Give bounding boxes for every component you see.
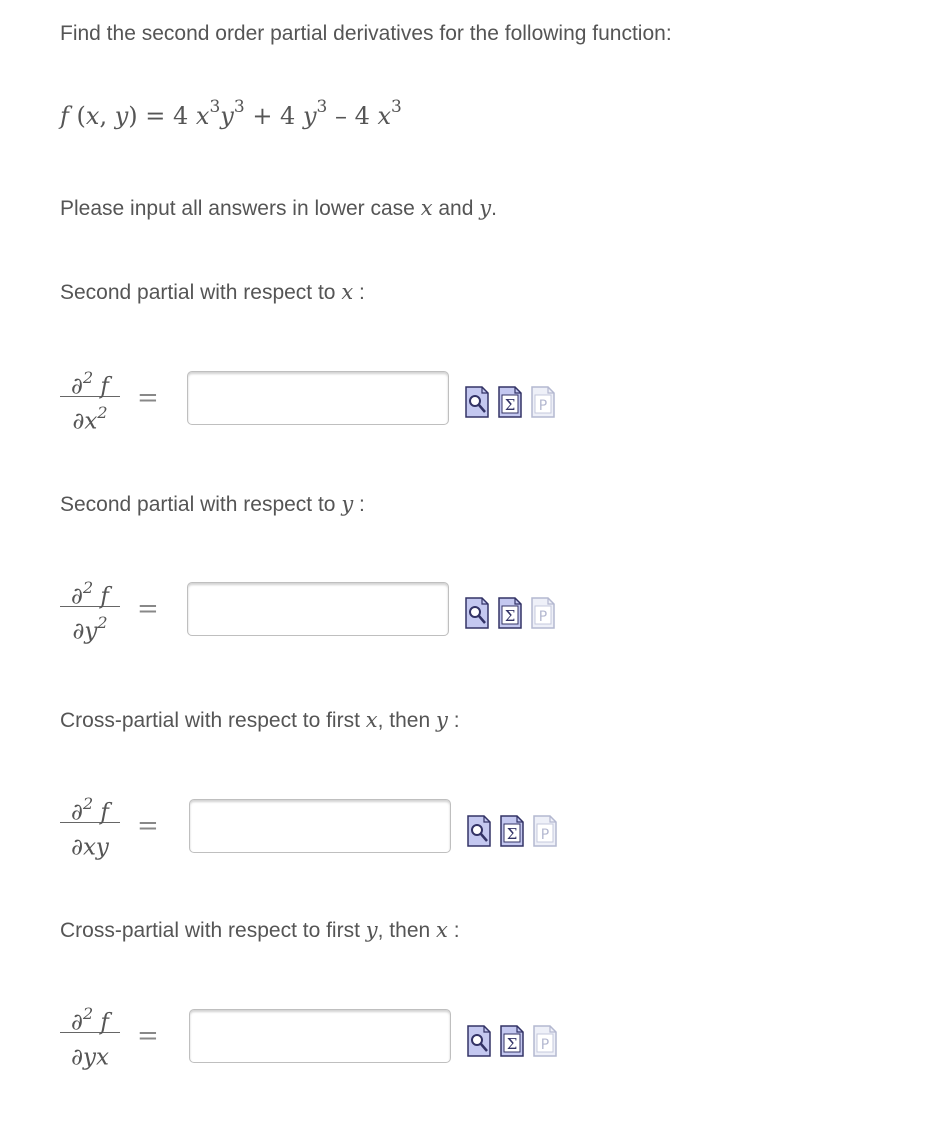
partial-symbol: ∂ — [71, 373, 83, 400]
x-symbol: x — [377, 102, 392, 130]
exponent: 2 — [97, 403, 108, 422]
question-label — [60, 280, 365, 305]
exponent: 3 — [391, 97, 402, 117]
preview-icon — [467, 1025, 491, 1057]
variable-symbol: x — [341, 280, 354, 304]
svg-text:P: P — [538, 609, 548, 625]
preview-button[interactable] — [465, 386, 489, 418]
variable-symbol: y — [365, 918, 378, 942]
exponent: 2 — [82, 1004, 94, 1023]
variable-symbol: x — [436, 918, 448, 942]
f-symbol: f — [93, 1009, 109, 1036]
parse-icon — [531, 386, 555, 418]
variable-symbol: x — [365, 708, 378, 732]
preview-button[interactable] — [467, 1025, 491, 1057]
label-text: , then — [377, 709, 436, 732]
parse-icon — [533, 815, 557, 847]
equation-editor-icon — [498, 597, 522, 629]
partial-symbol: ∂ — [71, 799, 83, 826]
preview-icon — [465, 597, 489, 629]
exponent: 3 — [209, 97, 221, 117]
fraction-denominator — [60, 823, 120, 861]
equation-editor-icon — [500, 1025, 524, 1057]
label-text: , then — [377, 919, 437, 942]
equals-sign: = — [137, 383, 159, 413]
x-symbol: x — [85, 102, 100, 130]
denominator-text: ∂x — [72, 408, 98, 435]
fraction-numerator — [60, 364, 120, 400]
partial-symbol: ∂ — [71, 583, 83, 610]
svg-text:Σ: Σ — [504, 607, 516, 625]
equation-editor-icon — [498, 386, 522, 418]
exponent: 3 — [233, 97, 245, 117]
svg-text:P: P — [540, 827, 550, 843]
parse-button[interactable] — [533, 1025, 557, 1057]
denominator-text: ∂xy — [71, 834, 109, 861]
fraction-denominator — [60, 397, 120, 435]
answer-tools — [465, 597, 561, 631]
problem-prompt: Find the second order partial derivatives for the following function: — [60, 22, 672, 45]
note-text: Please input all answers in lower case — [60, 197, 421, 220]
answer-tools — [467, 815, 563, 849]
equals-sign: = — [137, 102, 174, 130]
answer-input-dyx[interactable] — [189, 1009, 451, 1063]
preview-button[interactable] — [465, 597, 489, 629]
x-symbol: x — [420, 196, 433, 220]
derivative-fraction — [60, 364, 120, 435]
equation-editor-button[interactable] — [500, 815, 524, 847]
svg-text:Σ: Σ — [506, 1035, 518, 1053]
preview-icon — [467, 815, 491, 847]
exponent: 2 — [82, 368, 94, 387]
paren: ( — [68, 102, 86, 130]
equation-editor-button[interactable] — [498, 597, 522, 629]
f-symbol: f — [93, 373, 109, 400]
note-text: . — [491, 197, 497, 220]
parse-icon — [533, 1025, 557, 1057]
equals-sign: = — [137, 1021, 159, 1051]
question-label — [60, 918, 460, 943]
label-text: Second partial with respect to — [60, 281, 342, 304]
x-symbol: x — [195, 102, 210, 130]
exponent: 2 — [82, 794, 94, 813]
question-label — [60, 708, 460, 733]
denominator-text: ∂y — [72, 618, 98, 645]
label-text: : — [447, 919, 460, 942]
operator: – 4 — [327, 102, 378, 130]
y-symbol: y — [114, 102, 129, 130]
answer-input-dxy[interactable] — [189, 799, 451, 853]
function-formula — [60, 97, 402, 130]
variable-symbol: y — [436, 708, 448, 732]
parse-button[interactable] — [533, 815, 557, 847]
equals-sign: = — [137, 594, 159, 624]
derivative-fraction — [60, 574, 120, 645]
coefficient: 4 — [173, 102, 196, 130]
variable-symbol: y — [341, 492, 354, 516]
svg-text:Σ: Σ — [506, 825, 518, 843]
derivative-fraction — [60, 790, 120, 861]
operator: + 4 — [244, 102, 303, 130]
equation-editor-icon — [500, 815, 524, 847]
parse-button[interactable] — [531, 386, 555, 418]
answer-input-dyy[interactable] — [187, 582, 449, 636]
answer-input-dxx[interactable] — [187, 371, 449, 425]
label-text: Second partial with respect to — [60, 493, 342, 516]
fraction-numerator — [60, 574, 120, 610]
svg-text:P: P — [540, 1037, 550, 1053]
derivative-fraction — [60, 1000, 120, 1071]
svg-text:P: P — [538, 398, 548, 414]
answer-tools — [467, 1025, 563, 1059]
parse-button[interactable] — [531, 597, 555, 629]
y-symbol: y — [302, 102, 317, 130]
f-symbol: f — [93, 799, 109, 826]
label-text: Cross-partial with respect to first — [60, 709, 366, 732]
equals-sign: = — [137, 811, 159, 841]
fraction-denominator — [60, 1033, 120, 1071]
denominator-text: ∂yx — [71, 1044, 109, 1071]
fraction-numerator — [60, 1000, 120, 1036]
fraction-denominator — [60, 607, 120, 645]
preview-button[interactable] — [467, 815, 491, 847]
exponent: 3 — [316, 97, 328, 117]
fraction-numerator — [60, 790, 120, 826]
label-text: Cross-partial with respect to first — [60, 919, 366, 942]
parse-icon — [531, 597, 555, 629]
partial-symbol: ∂ — [71, 1009, 83, 1036]
instruction-note — [60, 196, 497, 221]
exponent: 2 — [82, 578, 94, 597]
exponent: 2 — [97, 613, 108, 632]
equation-editor-button[interactable] — [498, 386, 522, 418]
equation-editor-button[interactable] — [500, 1025, 524, 1057]
svg-text:Σ: Σ — [504, 396, 516, 414]
label-text: : — [447, 709, 460, 732]
answer-tools — [465, 386, 561, 420]
paren: ) — [128, 102, 138, 130]
f-symbol: f — [93, 583, 109, 610]
y-symbol: y — [479, 196, 492, 220]
question-label — [60, 492, 365, 517]
label-text: : — [353, 281, 365, 304]
f-symbol: f — [60, 102, 69, 130]
comma: , — [99, 102, 115, 130]
label-text: : — [353, 493, 365, 516]
preview-icon — [465, 386, 489, 418]
y-symbol: y — [220, 102, 234, 130]
note-text: and — [432, 197, 480, 220]
